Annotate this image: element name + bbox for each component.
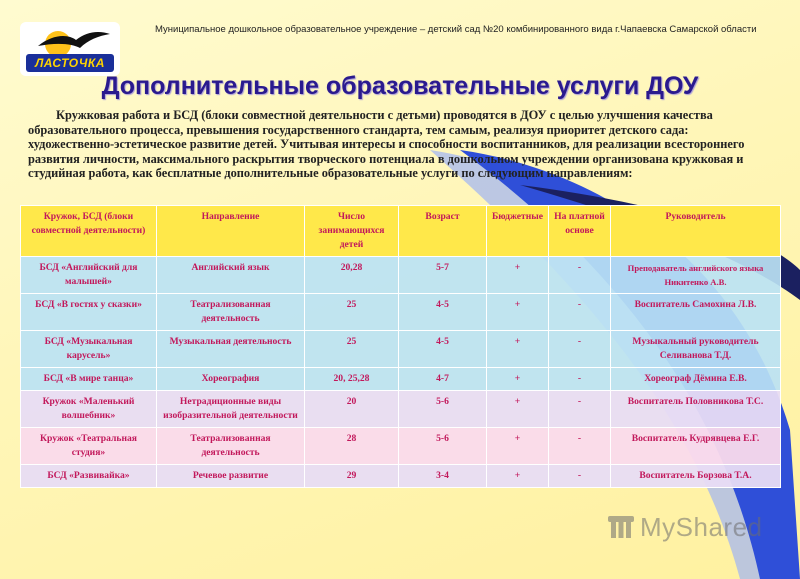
table-cell: 5-6 [399,428,487,465]
table-row [21,294,781,331]
table-cell: + [487,257,549,294]
table-cell: 20,28 [305,257,399,294]
watermark-text: MyShared [640,512,763,542]
table-cell: - [549,368,611,391]
table-row [21,331,781,368]
table-cell: + [487,465,549,488]
table-cell: + [487,428,549,465]
column-header: Направление [157,206,305,257]
table-cell: БСД «В гостях у сказки» [21,294,157,331]
table-cell: 25 [305,331,399,368]
table-cell: Воспитатель Кудрявцева Е.Г. [611,428,781,465]
page-title: Дополнительные образовательные услуги ДОУ [101,72,699,100]
table-cell: - [549,428,611,465]
column-header: Кружок, БСД (блоки совместной деятельности) [21,206,157,257]
myshared-logo-icon [606,512,636,542]
table-cell: Хореограф Дёмина Е.В. [611,368,781,391]
table-cell: + [487,294,549,331]
table-cell: + [487,368,549,391]
table-cell: 20 [305,391,399,428]
column-header: Бюджетные [487,206,549,257]
table-cell: 5-6 [399,391,487,428]
table-cell: 3-4 [399,465,487,488]
table-cell: 4-5 [399,331,487,368]
services-table [20,205,781,488]
table-cell: 25 [305,294,399,331]
table-row [21,257,781,294]
intro-paragraph: Кружковая работа и БСД (блоки совместной деятельности с детьми) проводятся в ДОУ с целью улучшения качества образовательного процесса, превышения государственного стандарта, тем самым, реализуя приоритет детского сада: художественно-эстетическое развитие детей. Учитывая интересы и способности воспитанников, для реализации всестороннего развития личности, максимального раскрытия творческого потенциала в дошкольном учреждении организована кружковая и студийная работа, как бесплатные дополнительные образовательные услуги по следующим направлениям: [28,108,745,181]
logo [20,22,120,76]
logo-banner: ЛАСТОЧКА [26,54,114,72]
table-cell: Музыкальный руководитель Селиванова Т.Д. [611,331,781,368]
institution-name: Муниципальное дошкольное образовательное учреждение – детский сад №20 комбинированного вида г.Чапаевска Самарской области [155,24,757,35]
table-cell: 5-7 [399,257,487,294]
table-cell: Воспитатель Половникова Т.С. [611,391,781,428]
table-row [21,368,781,391]
table-cell: БСД «В мире танца» [21,368,157,391]
table-cell: Кружок «Театральная студия» [21,428,157,465]
column-header: Возраст [399,206,487,257]
swallow-icon [28,26,112,56]
table-cell: - [549,294,611,331]
table-row [21,391,781,428]
table-cell: 29 [305,465,399,488]
table-cell: 20, 25,28 [305,368,399,391]
table-cell: Воспитатель Борзова Т.А. [611,465,781,488]
table-cell: Преподаватель английского языка Никитенко А.В. [611,257,781,294]
column-header: Число занимающихся детей [305,206,399,257]
watermark [606,512,763,543]
table-cell: 28 [305,428,399,465]
table-row [21,465,781,488]
table-row [21,428,781,465]
table-cell: 4-5 [399,294,487,331]
table-cell: Нетрадиционные виды изобразительной деятельности [157,391,305,428]
table-cell: + [487,391,549,428]
table-cell: БСД «Английский для малышей» [21,257,157,294]
table-cell: - [549,257,611,294]
table-cell: БСД «Музыкальная карусель» [21,331,157,368]
table-cell: 4-7 [399,368,487,391]
table-cell: БСД «Развивайка» [21,465,157,488]
table-cell: Театрализованная деятельность [157,428,305,465]
table-cell: Музыкальная деятельность [157,331,305,368]
table-cell: - [549,465,611,488]
column-header: На платной основе [549,206,611,257]
table-cell: + [487,331,549,368]
table-cell: Воспитатель Самохина Л.В. [611,294,781,331]
table-cell: Хореография [157,368,305,391]
column-header: Руководитель [611,206,781,257]
table-header-row [21,206,781,257]
table-cell: Речевое развитие [157,465,305,488]
table-cell: Театрализованная деятельность [157,294,305,331]
table-cell: Кружок «Маленький волшебник» [21,391,157,428]
table-cell: Английский язык [157,257,305,294]
table-cell: - [549,331,611,368]
table-cell: - [549,391,611,428]
